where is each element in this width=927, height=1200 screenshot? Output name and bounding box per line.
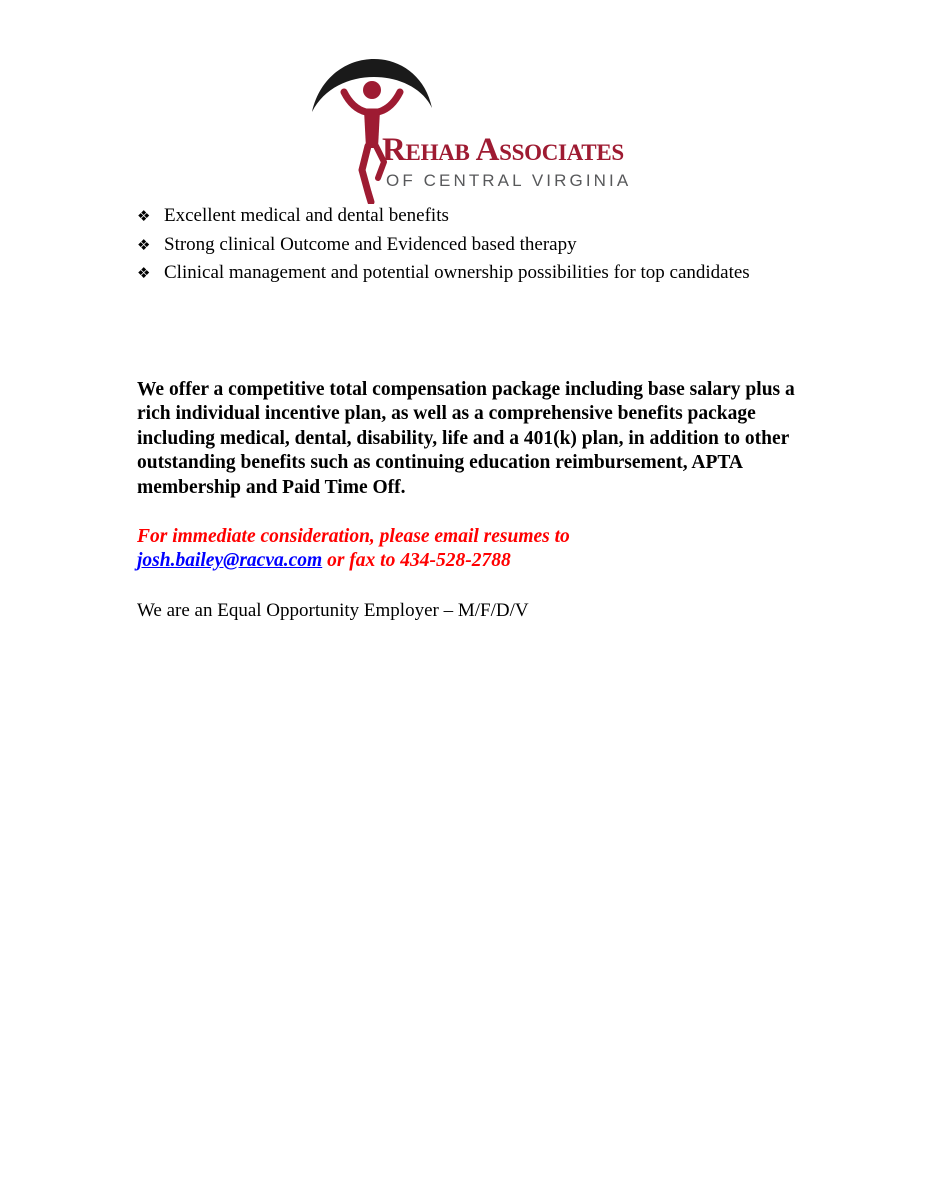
- list-item: [137, 259, 757, 288]
- contact-instructions: [137, 525, 797, 574]
- company-logo: [308, 52, 678, 204]
- compensation-paragraph: We offer a competitive total compensation package including base salary plus a rich individual incentive plan, as well as a comprehensive benefits package including medical, dental, disability, life and a 401(k) plan, in addition to other outstanding benefits such as continuing education reimbursement, APTA membership and Paid Time Off.: [137, 379, 795, 498]
- logo-company-name: Rehab Associates: [382, 132, 624, 168]
- diamond-bullet-icon: ❖: [137, 207, 151, 225]
- diamond-bullet-icon: ❖: [137, 235, 151, 254]
- benefit-text: Clinical management and potential ownership possibilities for top candidates: [164, 262, 750, 283]
- benefits-list: [137, 202, 757, 288]
- contact-line-1: For immediate consideration, please email resumes to: [137, 526, 570, 547]
- equal-opportunity-statement: We are an Equal Opportunity Employer – M/F/D/V: [137, 600, 529, 621]
- benefit-text: Excellent medical and dental benefits: [164, 205, 449, 226]
- logo-subtitle: OF CENTRAL VIRGINIA: [386, 171, 632, 190]
- list-item: [137, 231, 757, 260]
- benefit-text: Strong clinical Outcome and Evidenced based therapy: [164, 233, 577, 255]
- email-link[interactable]: josh.bailey@racva.com: [137, 550, 323, 572]
- fax-text: or fax to 434-528-2788: [322, 550, 511, 572]
- list-item: [137, 202, 757, 231]
- contact-line-2: [137, 549, 797, 573]
- diamond-bullet-icon: ❖: [137, 264, 151, 282]
